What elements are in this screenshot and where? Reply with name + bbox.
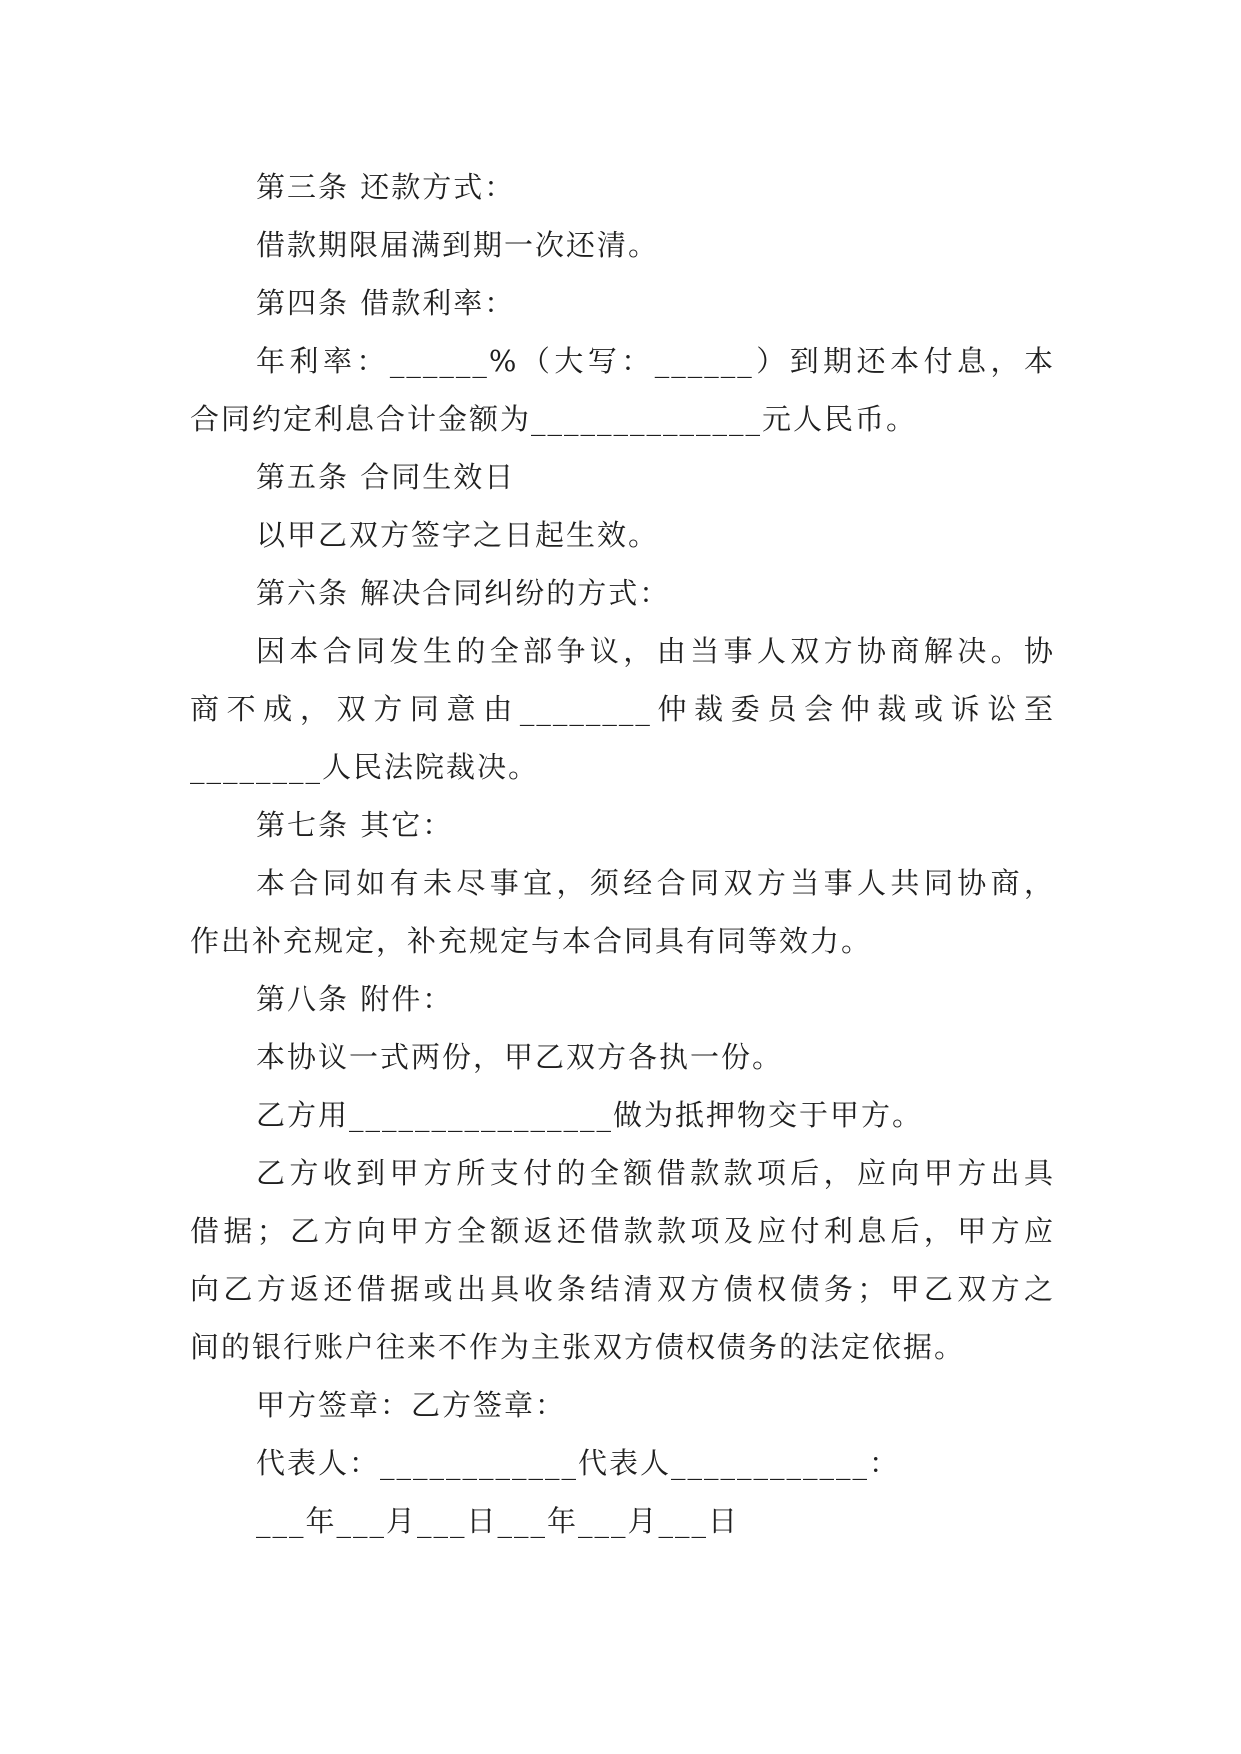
receipt-line-1: 乙方收到甲方所支付的全额借款款项后，应向甲方出具	[256, 1156, 1055, 1190]
interest-line-1: 年利率：______%（大写：______）到期还本付息，本	[256, 344, 1055, 378]
date-line: ___年___月___日___年___月___日	[256, 1504, 740, 1538]
dispute-line-1: 因本合同发生的全部争议，由当事人双方协商解决。协	[256, 634, 1055, 668]
representative-line: 代表人：____________代表人____________：	[256, 1446, 901, 1480]
article-6-heading: 第六条 解决合同纠纷的方式：	[256, 576, 671, 610]
other-line-1: 本合同如有未尽事宜，须经合同双方当事人共同协商，	[256, 866, 1055, 900]
article-4-text	[190, 332, 1055, 448]
collateral-clause: 乙方用________________做为抵押物交于甲方。	[256, 1098, 924, 1132]
contract-body	[190, 158, 1055, 1550]
article-3-heading: 第三条 还款方式：	[256, 170, 516, 204]
article-5-text: 以甲乙双方签字之日起生效。	[256, 518, 660, 552]
article-6-text	[190, 622, 1055, 796]
receipt-line-3: 向乙方返还借据或出具收条结清双方债权债务；甲乙双方之	[190, 1272, 1055, 1306]
receipt-line-4: 间的银行账户往来不作为主张双方债权债务的法定依据。	[190, 1330, 966, 1364]
article-8-heading: 第八条 附件：	[256, 982, 454, 1016]
receipt-clause	[190, 1144, 1055, 1376]
article-7-text	[190, 854, 1055, 970]
signature-heading: 甲方签章：乙方签章：	[256, 1388, 567, 1422]
dispute-line-2: 商不成，双方同意由________仲裁委员会仲裁或诉讼至	[190, 692, 1055, 726]
article-5-heading: 第五条 合同生效日	[256, 460, 516, 494]
receipt-line-2: 借据；乙方向甲方全额返还借款款项及应付利息后，甲方应	[190, 1214, 1055, 1248]
dispute-line-3: ________人民法院裁决。	[190, 750, 540, 784]
article-7-heading: 第七条 其它：	[256, 808, 454, 842]
article-4-heading: 第四条 借款利率：	[256, 286, 516, 320]
copies-clause: 本协议一式两份，甲乙双方各执一份。	[256, 1040, 784, 1074]
interest-line-2: 合同约定利息合计金额为______________元人民币。	[190, 402, 918, 436]
article-3-text: 借款期限届满到期一次还清。	[256, 228, 660, 262]
other-line-2: 作出补充规定，补充规定与本合同具有同等效力。	[190, 924, 873, 958]
